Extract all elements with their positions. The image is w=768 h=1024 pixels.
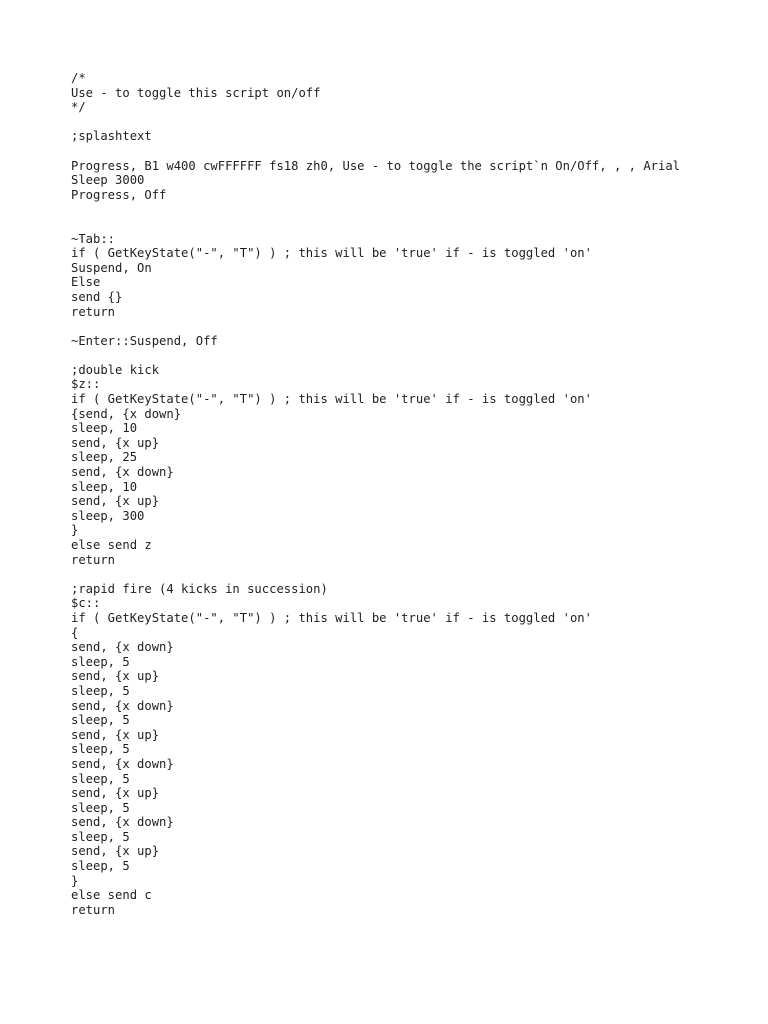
code-line: sleep, 5: [71, 742, 130, 757]
code-line: */: [71, 100, 86, 115]
code-line: sleep, 5: [71, 683, 130, 698]
code-line: sleep, 5: [71, 859, 130, 874]
code-line: [71, 202, 751, 217]
code-line: }: [71, 873, 79, 888]
code-line: else send c: [71, 888, 152, 903]
code-line: if ( GetKeyState("-", "T") ) ; this will be 'true' if - is toggled 'on': [71, 392, 592, 407]
code-line: Suspend, On: [71, 260, 152, 275]
code-line: send {}: [71, 289, 123, 304]
code-line: sleep, 5: [71, 713, 130, 728]
code-line: if ( GetKeyState("-", "T") ) ; this will be 'true' if - is toggled 'on': [71, 246, 592, 261]
code-line: $z::: [71, 377, 101, 392]
code-line: Progress, B1 w400 cwFFFFFF fs18 zh0, Use - to toggle the script`n On/Off, , , Arial: [71, 158, 681, 173]
code-line: Sleep 3000: [71, 173, 145, 188]
code-line: [71, 348, 751, 363]
code-line: {send, {x down}: [71, 406, 182, 421]
code-line: send, {x down}: [71, 815, 174, 830]
code-line: [71, 144, 751, 159]
code-line: [71, 217, 751, 232]
code-line: ;splashtext: [71, 129, 152, 144]
code-line: send, {x up}: [71, 494, 160, 509]
code-line: /*: [71, 71, 86, 85]
code-line: Use - to toggle this script on/off: [71, 85, 321, 100]
code-line: send, {x down}: [71, 465, 174, 480]
code-line: [71, 567, 751, 582]
code-line: return: [71, 902, 116, 917]
code-line: send, {x up}: [71, 786, 160, 801]
code-line: ~Tab::: [71, 231, 116, 246]
code-line: }: [71, 523, 79, 538]
code-line: send, {x up}: [71, 669, 160, 684]
code-line: send, {x up}: [71, 844, 160, 859]
code-line: [71, 115, 751, 130]
script-document: [71, 71, 751, 917]
code-line: ;rapid fire (4 kicks in succession): [71, 581, 328, 596]
code-line: ;double kick: [71, 362, 160, 377]
code-line: send, {x down}: [71, 698, 174, 713]
code-line: Else: [71, 275, 101, 290]
code-line: $c::: [71, 596, 101, 611]
code-line: send, {x up}: [71, 727, 160, 742]
code-line: send, {x up}: [71, 435, 160, 450]
code-line: sleep, 25: [71, 450, 138, 465]
code-line: sleep, 10: [71, 479, 138, 494]
code-line: sleep, 5: [71, 654, 130, 669]
code-line: sleep, 5: [71, 800, 130, 815]
code-line: [71, 319, 751, 334]
code-line: sleep, 5: [71, 829, 130, 844]
code-line: if ( GetKeyState("-", "T") ) ; this will be 'true' if - is toggled 'on': [71, 610, 592, 625]
code-line: sleep, 300: [71, 508, 145, 523]
code-line: sleep, 5: [71, 771, 130, 786]
code-line: {: [71, 625, 79, 640]
code-line: return: [71, 304, 116, 319]
code-line: sleep, 10: [71, 421, 138, 436]
code-line: else send z: [71, 538, 152, 552]
code-line: send, {x down}: [71, 640, 174, 655]
code-line: ~Enter::Suspend, Off: [71, 333, 218, 348]
code-line: return: [71, 552, 116, 567]
code-line: send, {x down}: [71, 756, 174, 771]
code-line: Progress, Off: [71, 187, 167, 202]
